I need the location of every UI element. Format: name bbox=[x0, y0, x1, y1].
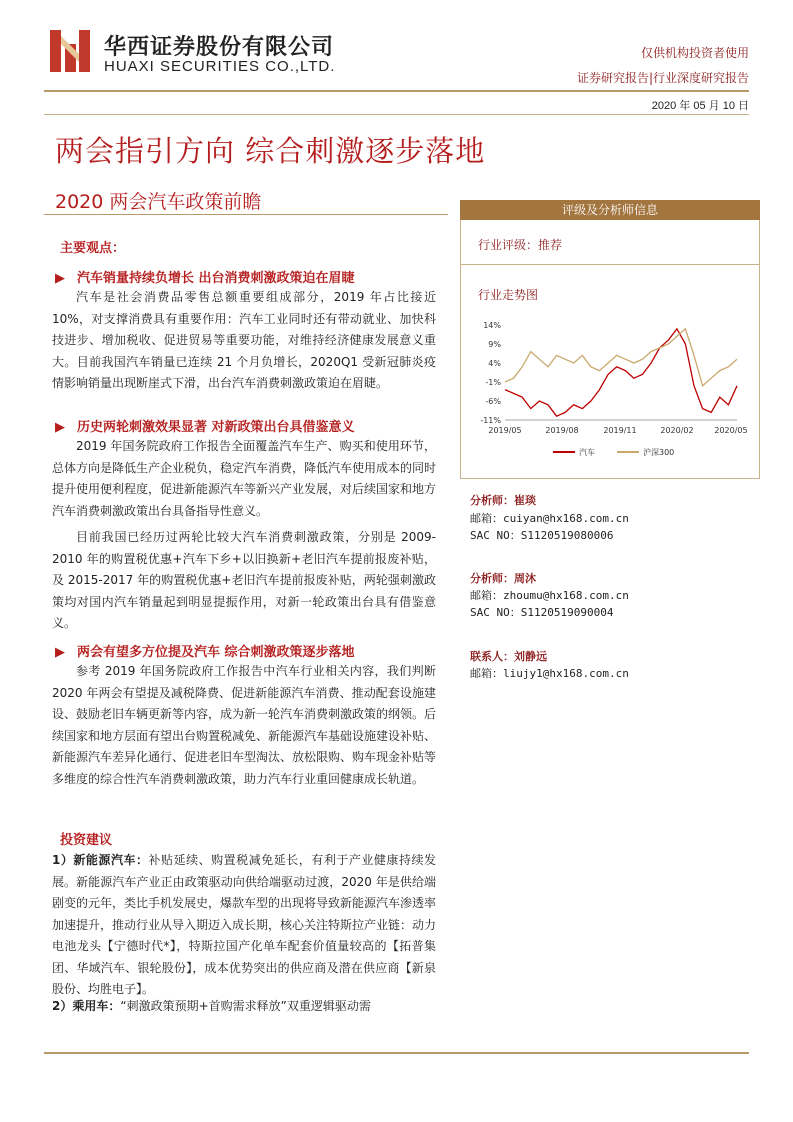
analyst-2-email[interactable]: 邮箱：zhoumu@hx168.com.cn bbox=[470, 589, 629, 602]
contact-name: 联系人：刘静远 bbox=[470, 650, 547, 663]
subtitle-underline bbox=[44, 214, 448, 215]
report-title: 两会指引方向 综合刺激逐步落地 bbox=[55, 134, 486, 168]
section-2-paragraph-2: 目前我国已经历过两轮比较大汽车消费刺激政策，分别是 2009-2010 年的购置税优惠+汽车下乡+以旧换新+老旧汽车提前报废补贴，及 2015-2017 年的购置税优惠+老旧汽车提前报废补贴，两轮强刺激政策均对国内汽车销量起到明显提振作用，对新一轮政策出台具有借鉴意义。 bbox=[52, 530, 436, 630]
section-heading-text: 历史两轮刺激效果显著 对新政策出台具借鉴意义 bbox=[77, 420, 355, 435]
report-date: 2020 年 05 月 10 日 bbox=[651, 100, 749, 112]
invest-item-1-label: 1）新能源汽车： bbox=[52, 853, 149, 867]
y-tick-label: 9% bbox=[488, 340, 501, 349]
trend-label: 行业走势图 bbox=[478, 288, 539, 302]
invest-item-1 bbox=[52, 850, 436, 1001]
section-heading-text: 汽车销量持续负增长 出台消费刺激政策迫在眉睫 bbox=[77, 271, 355, 286]
analyst-2-name: 分析师：周沐 bbox=[470, 572, 536, 585]
series-line-index bbox=[505, 329, 737, 386]
section-2-paragraph-1: 2019 年国务院政府工作报告全面覆盖汽车生产、购买和使用环节，总体方向是降低生产企业税负，稳定汽车消费，降低汽车使用成本的同时提升使用便利程度，促进新能源汽车等新兴产业发展，对后续国家和地方汽车消费刺激政策出台具备指导性意义。 bbox=[52, 439, 437, 518]
section-3-paragraph: 参考 2019 年国务院政府工作报告中汽车行业相关内容，我们判断 2020 年两会有望提及减税降费、促进新能源汽车消费、推动配套设施建设、鼓励老旧车辆更新等内容，成为新一轮汽车消费刺激政策的纲领。后续国家和地方层面有望出台购置税减免、新能源汽车基础设施建设补贴、新能源汽车差异化通行、促进老旧车型淘汰、放松限购、购车现金补贴等多维度的综合性汽车消费刺激政策，助力汽车行业重回健康成长轨道。 bbox=[52, 664, 437, 786]
company-name-cn: 华西证券股份有限公司 bbox=[104, 35, 335, 60]
section-heading-text: 两会有望多方位提及汽车 综合刺激政策逐步落地 bbox=[77, 645, 355, 660]
industry-rating: 行业评级：推荐 bbox=[478, 238, 563, 252]
section-1-paragraph: 汽车是社会消费品零售总额重要组成部分，2019 年占比接近 10%，对支撑消费具有重要作用：汽车工业同时还有带动就业、加快科技进步、增加税收、促进贸易等重要功能，对维持经济健康发展意义重大。目前我国汽车销量已连续 21 个月负增长，2020Q1 受新冠肺炎疫情影响销量出现断崖式下滑，出台汽车消费刺激政策迫在眉睫。 bbox=[52, 290, 436, 390]
bullet-icon: ▶ bbox=[55, 420, 65, 435]
section-3-heading bbox=[55, 641, 355, 660]
y-tick-label: 14% bbox=[483, 321, 501, 330]
legend-label-index: 沪深300 bbox=[643, 448, 675, 457]
invest-item-2 bbox=[52, 996, 436, 1018]
footer-divider bbox=[44, 1052, 749, 1054]
sidebar-bottom-line bbox=[460, 478, 760, 479]
x-tick-label: 2019/05 bbox=[488, 426, 522, 435]
analyst-2-sac: SAC NO：S1120519090004 bbox=[470, 606, 614, 619]
x-tick-label: 2020/05 bbox=[714, 426, 748, 435]
company-logo bbox=[50, 30, 90, 72]
analyst-1-email[interactable]: 邮箱：cuiyan@hx168.com.cn bbox=[470, 512, 629, 525]
date-divider bbox=[44, 114, 749, 115]
series-line-auto bbox=[505, 329, 737, 416]
invest-item-1-text: 补贴延续、购置税减免延长，有利于产业健康持续发展。新能源汽车产业正由政策驱动向供给端驱动过渡，2020 年是供给端剧变的元年，类比手机发展史，爆款车型的出现将导致新能源汽车渗透率加速提升，推动行业从导入期迈入成长期，核心关注特斯拉产业链：动力电池龙头【宁德时代*】，特斯拉国产化单车配套价值量较高的【拓普集团、华域汽车、银轮股份】，成本优势突出的供应商及潜在供应商【新泉股份、均胜电子】。 bbox=[52, 853, 437, 996]
trend-chart bbox=[465, 318, 755, 468]
y-axis-ticks bbox=[480, 321, 501, 425]
chart-legend bbox=[553, 447, 674, 457]
legend-label-auto: 汽车 bbox=[579, 448, 595, 457]
report-type: 证券研究报告|行业深度研究报告 bbox=[576, 71, 749, 85]
invest-heading: 投资建议 bbox=[60, 833, 113, 848]
contact-email[interactable]: 邮箱：liujy1@hx168.com.cn bbox=[470, 667, 629, 680]
y-tick-label: 4% bbox=[488, 359, 501, 368]
bullet-icon: ▶ bbox=[55, 271, 65, 286]
y-tick-label: -6% bbox=[485, 397, 501, 406]
x-tick-label: 2019/11 bbox=[603, 426, 637, 435]
audience-note: 仅供机构投资者使用 bbox=[640, 46, 749, 60]
section-2-heading bbox=[55, 416, 355, 435]
invest-item-2-label: 2）乘用车： bbox=[52, 999, 121, 1013]
analyst-1-sac: SAC NO：S1120519080006 bbox=[470, 529, 614, 542]
invest-item-2-text: “刺激政策预期+首购需求释放”双重逻辑驱动需 bbox=[120, 999, 371, 1013]
header-divider bbox=[44, 90, 749, 92]
x-tick-label: 2020/02 bbox=[660, 426, 694, 435]
report-subtitle: 2020 两会汽车政策前瞻 bbox=[55, 191, 262, 213]
series-layer bbox=[505, 329, 737, 416]
x-tick-label: 2019/08 bbox=[545, 426, 579, 435]
y-tick-label: -11% bbox=[480, 416, 501, 425]
analyst-1-name: 分析师：崔琰 bbox=[470, 494, 536, 507]
sidebar-divider bbox=[460, 264, 760, 265]
company-name-en: HUAXI SECURITIES CO.,LTD. bbox=[104, 58, 336, 75]
key-points-heading: 主要观点： bbox=[60, 241, 126, 256]
bullet-icon: ▶ bbox=[55, 645, 65, 660]
y-tick-label: -1% bbox=[485, 378, 501, 387]
sidebar-header: 评级及分析师信息 bbox=[460, 200, 760, 220]
section-1-heading bbox=[55, 267, 355, 286]
x-axis-ticks bbox=[488, 426, 747, 435]
